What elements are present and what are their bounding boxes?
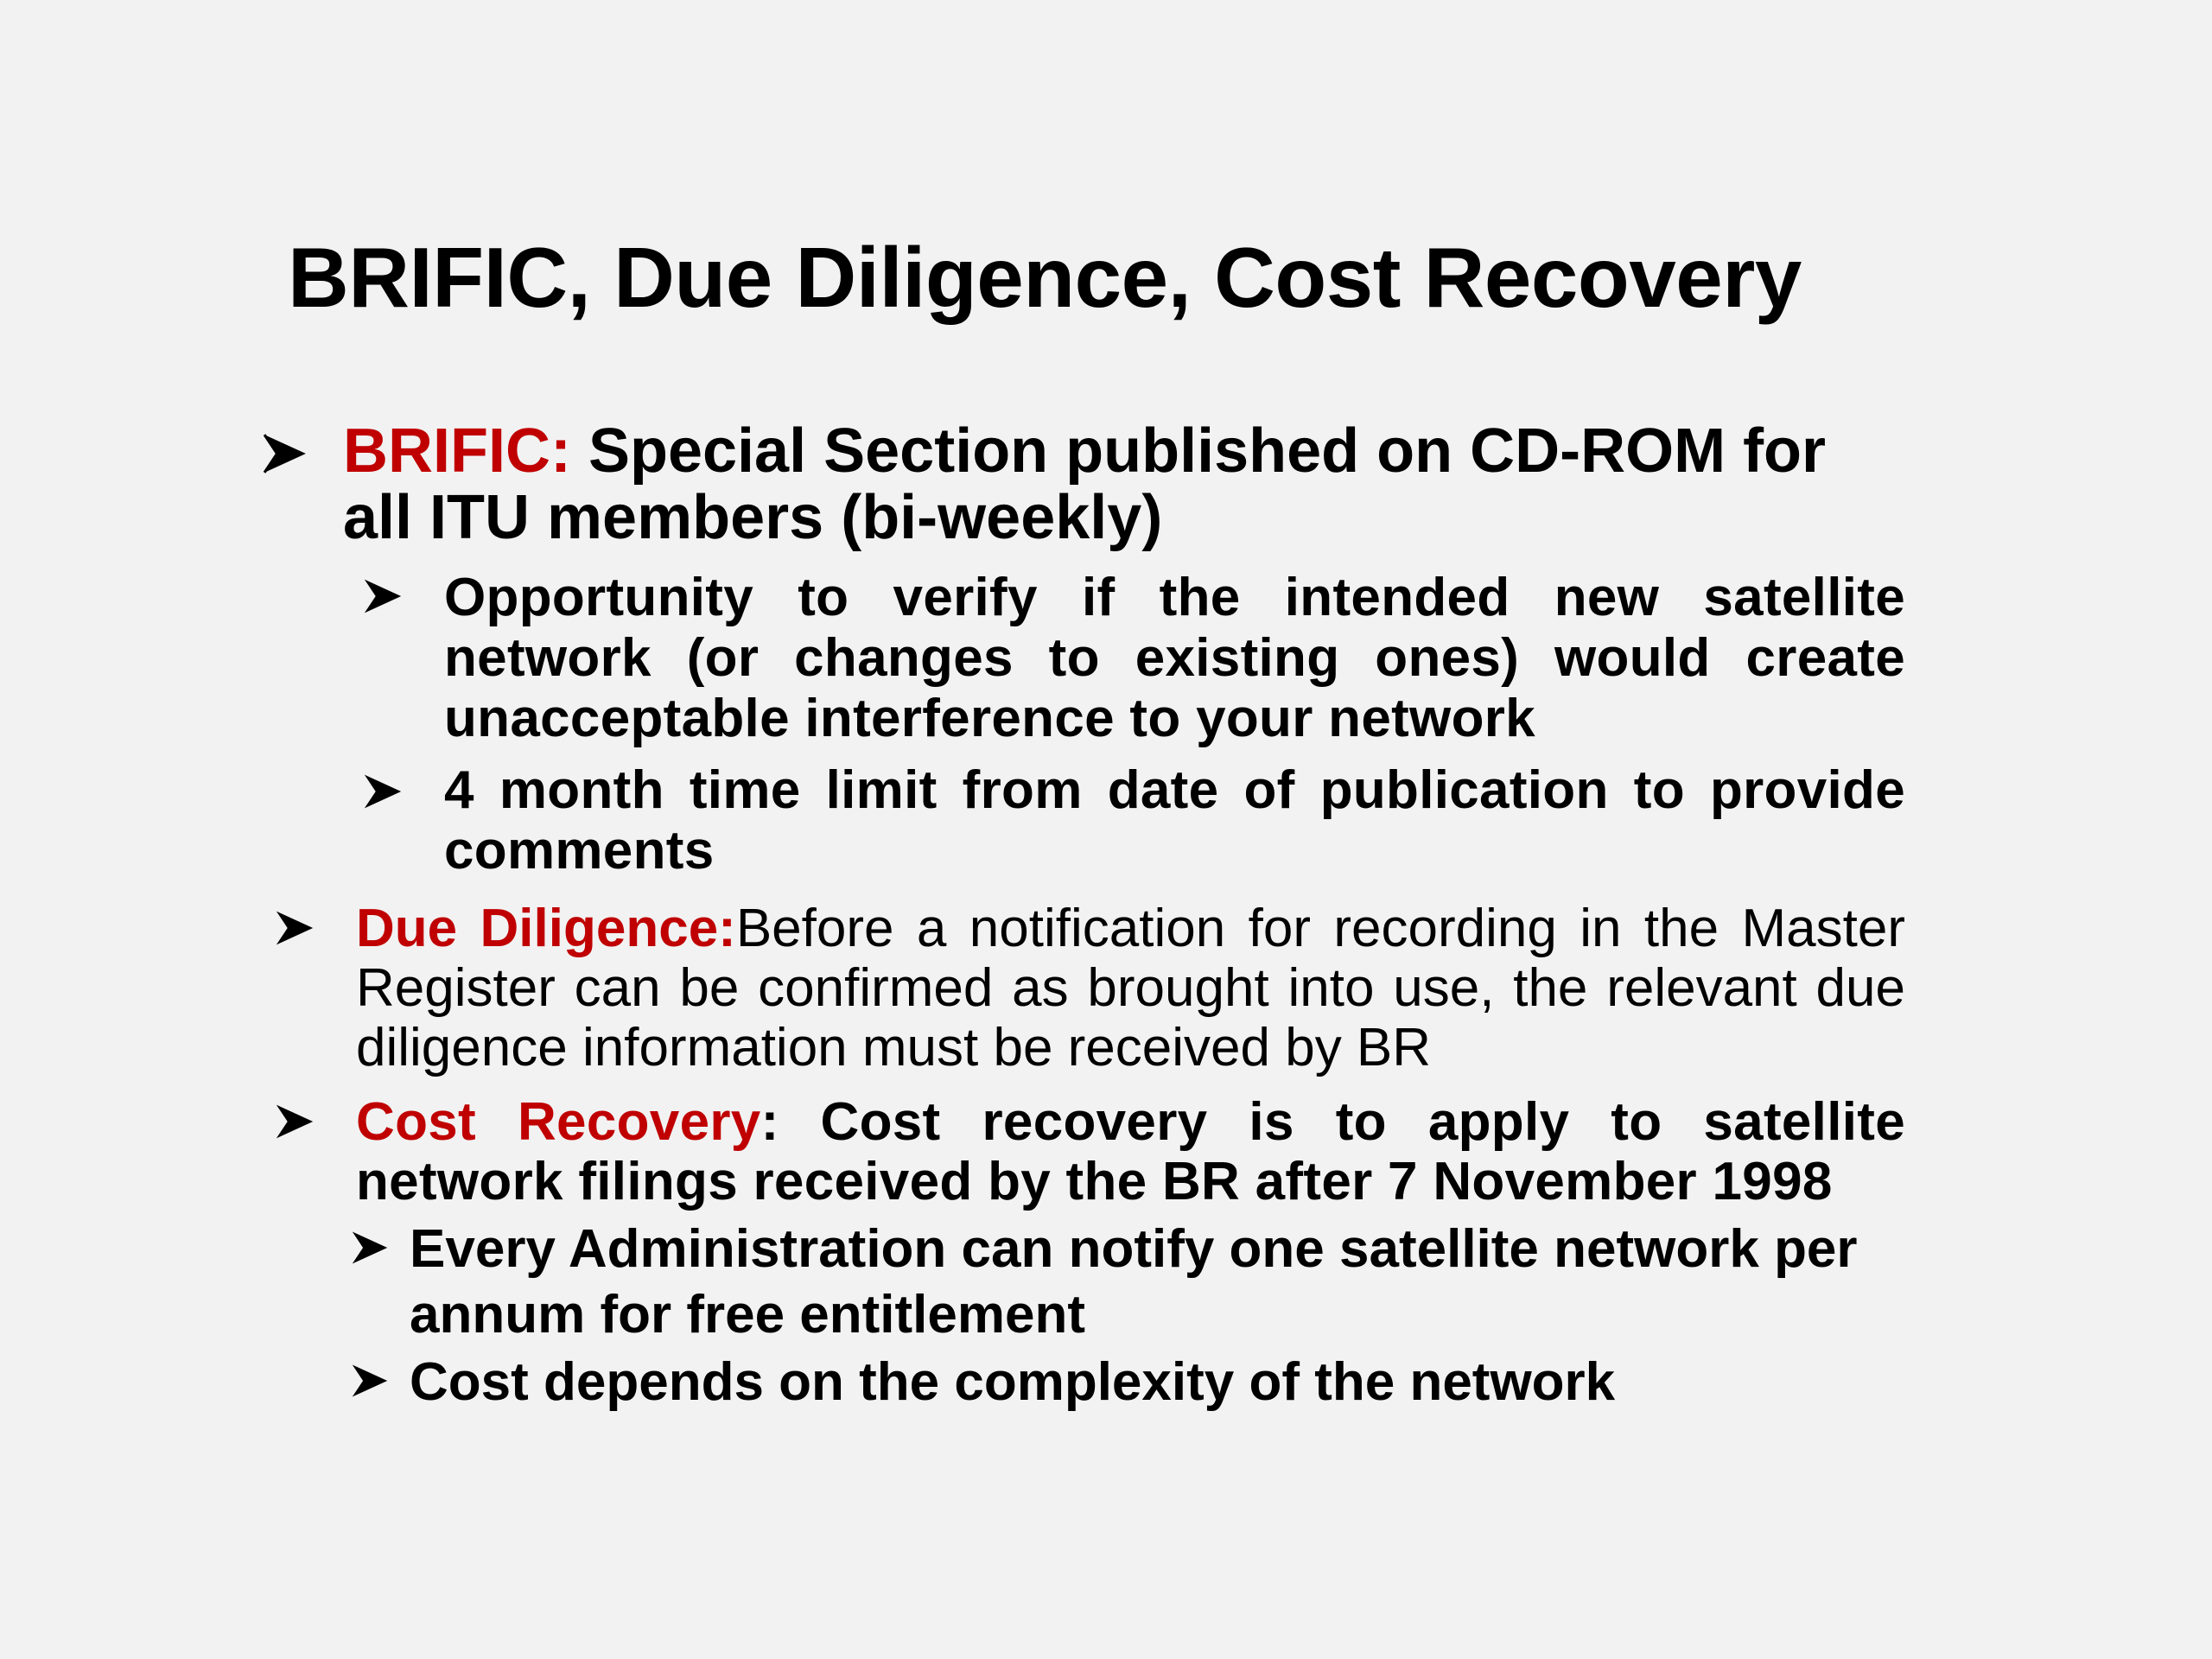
slide-title: BRIFIC, Due Diligence, Cost Recovery (288, 230, 1802, 325)
bullet-cost-recovery (356, 1092, 1905, 1211)
sub-bullet-free-entitlement: Every Administration can notify one satellite network per annum for free entitlement (410, 1219, 1858, 1344)
bullet-text-brific: Special Section published on CD-ROM for all ITU members (bi-weekly) (343, 416, 1827, 552)
sub-bullet-time-limit: 4 month time limit from date of publication to provide comments (444, 760, 1905, 880)
arrowhead-bullet-icon (263, 431, 308, 476)
bullet-label-brific: BRIFIC: (343, 416, 571, 486)
bullet-label-due-diligence: Due Diligence: (356, 899, 736, 958)
bullet-due-diligence (356, 899, 1905, 1077)
bullet-text-cost-recovery: : Cost recovery is to apply to satellite network filings received by the BR after 7 November 1998 (356, 1092, 1905, 1211)
arrowhead-bullet-icon (351, 1229, 389, 1267)
bullet-brific (343, 418, 1905, 551)
arrowhead-bullet-icon (351, 1362, 389, 1400)
sub-bullet-opportunity: Opportunity to verify if the intended new satellite network (or changes to existing ones) would create unacceptable interference to your network (444, 568, 1905, 748)
bullet-text-due-diligence: Before a notification for recording in the Master Register can be confirmed as brought into use, the relevant due diligence information must be received by BR (356, 899, 1905, 1077)
arrowhead-bullet-icon (363, 576, 403, 616)
arrowhead-bullet-icon (363, 772, 403, 811)
arrowhead-bullet-icon (275, 1102, 315, 1141)
sub-bullet-cost-complexity: Cost depends on the complexity of the network (410, 1352, 1616, 1412)
arrowhead-bullet-icon (275, 908, 315, 948)
bullet-label-cost-recovery: Cost Recovery (356, 1092, 761, 1152)
